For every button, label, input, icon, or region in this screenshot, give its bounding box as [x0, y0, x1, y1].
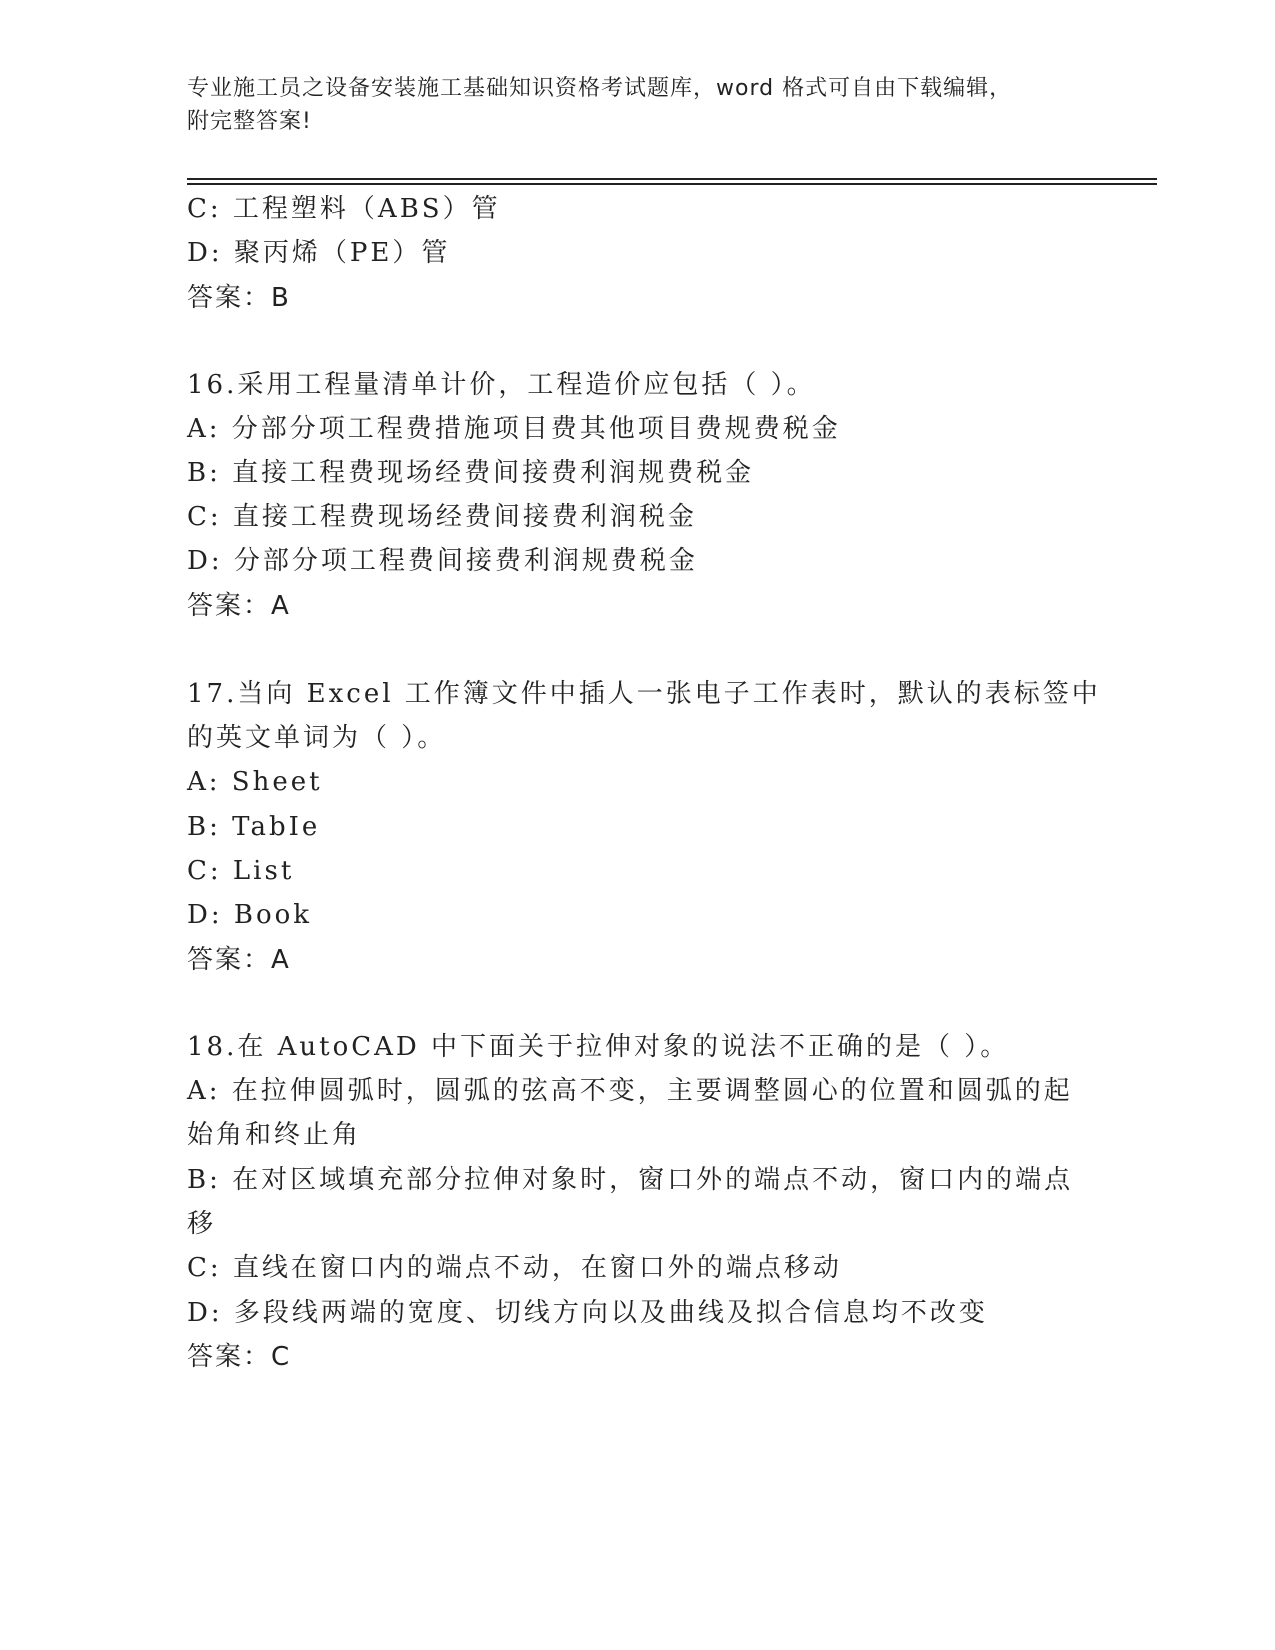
header-line-2: 附完整答案! — [187, 109, 312, 134]
q15-answer: 答案：B — [187, 283, 291, 313]
q18-stem: 18.在 AutoCAD 中下面关于拉伸对象的说法不正确的是（ ）。 — [187, 1032, 1010, 1062]
q18-option-b-line-2: 移 — [187, 1209, 217, 1239]
q16-option-a: A: 分部分项工程费措施项目费其他项目费规费税金 — [187, 414, 841, 444]
q18-option-d: D: 多段线两端的宽度、切线方向以及曲线及拟合信息均不改变 — [187, 1298, 988, 1328]
q17-stem-line-1: 17.当向 Excel 工作簿文件中插人一张电子工作表时，默认的表标签中 — [187, 679, 1101, 709]
q17-option-b: B: TabIe — [187, 812, 321, 842]
q18-answer: 答案：C — [187, 1342, 292, 1372]
q17-option-c: C: List — [187, 856, 295, 886]
q18-option-a-line-1: A: 在拉伸圆弧时，圆弧的弦高不变，主要调整圆心的位置和圆弧的起 — [187, 1076, 1073, 1106]
q17-option-a: A: Sheet — [187, 767, 323, 797]
q16-stem: 16.采用工程量清单计价，工程造价应包括（ ）。 — [187, 370, 816, 400]
header-rule-bottom — [187, 183, 1157, 185]
q16-option-c: C: 直接工程费现场经费间接费利润税金 — [187, 502, 697, 532]
q15-option-d: D: 聚丙烯（PE）管 — [187, 238, 451, 268]
q18-option-a-line-2: 始角和终止角 — [187, 1120, 362, 1150]
q18-option-c: C: 直线在窗口内的端点不动，在窗口外的端点移动 — [187, 1253, 842, 1283]
q16-answer: 答案：A — [187, 591, 291, 621]
q17-stem-line-2: 的英文单词为（ ）。 — [187, 723, 447, 753]
header-line-1: 专业施工员之设备安装施工基础知识资格考试题库，word 格式可自由下载编辑， — [187, 76, 1013, 101]
q17-option-d: D: Book — [187, 900, 313, 930]
q17-answer: 答案：A — [187, 945, 291, 975]
document-header — [187, 72, 1067, 138]
q16-option-d: D: 分部分项工程费间接费利润规费税金 — [187, 546, 698, 576]
q15-option-c: C: 工程塑料（ABS）管 — [187, 194, 501, 224]
q16-option-b: B: 直接工程费现场经费间接费利润规费税金 — [187, 458, 755, 488]
q18-option-b-line-1: B: 在对区域填充部分拉伸对象时，窗口外的端点不动，窗口内的端点 — [187, 1165, 1074, 1195]
header-rule-top — [187, 178, 1157, 180]
